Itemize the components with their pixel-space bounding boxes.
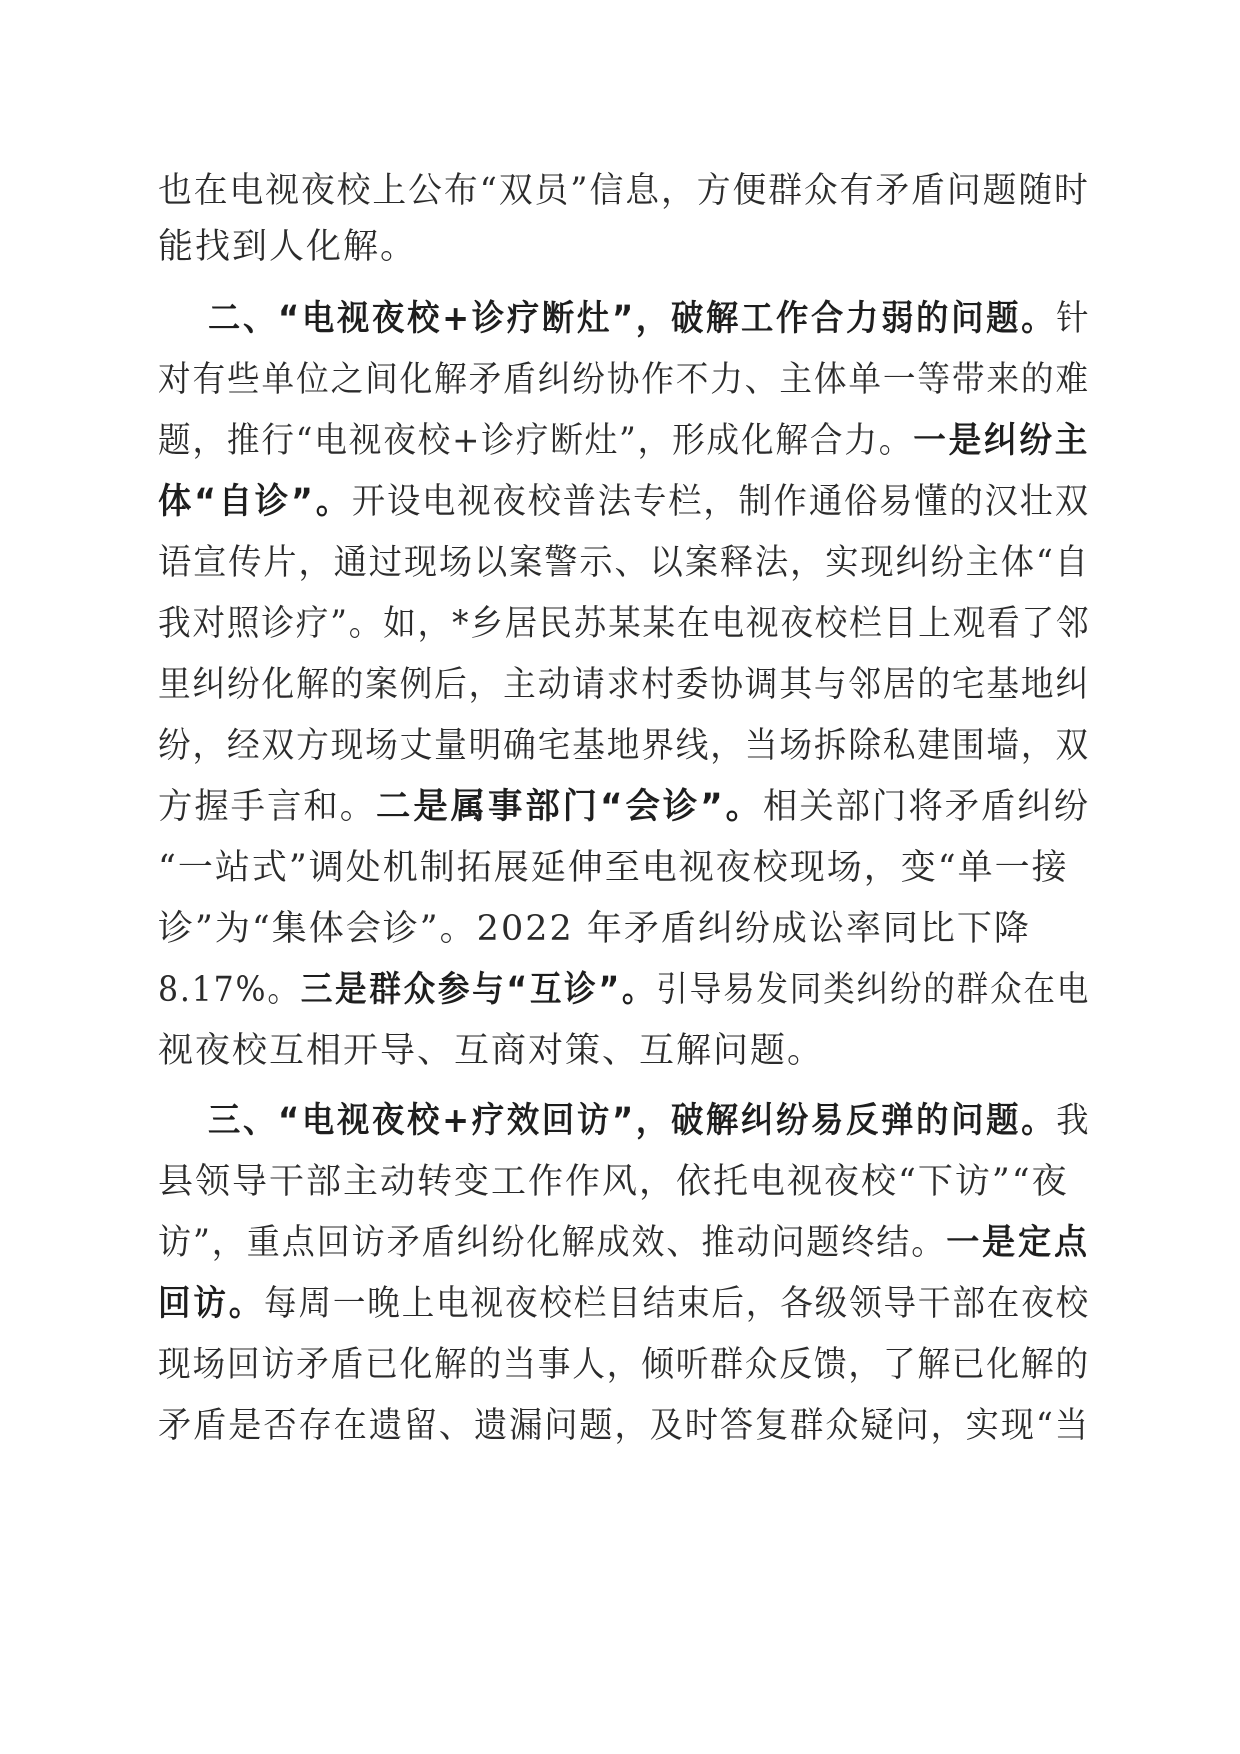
text-line (158, 1284, 1090, 1324)
text-segment: 诊”为“集体会诊”。2022 年矛盾纠纷成讼率同比下降 (158, 909, 1031, 949)
text-segment: 也在电视夜校上公布“双员”信息，方便群众有矛盾问题随时 (158, 171, 1090, 211)
text-segment: “一站式”调处机制拓展延伸至电视夜校现场，变“单一接 (158, 848, 1069, 888)
text-line (158, 787, 1090, 827)
text-line (158, 848, 1069, 888)
text-segment: 开设电视夜校普法专栏，制作通俗易懂的汉壮双 (351, 482, 1091, 522)
text-segment: 县领导干部主动转变工作作风，依托电视夜校“下访”“夜 (158, 1162, 1069, 1202)
text-segment: 矛盾是否存在遗留、遗漏问题，及时答复群众疑问，实现“当 (158, 1406, 1090, 1446)
text-segment: 能找到人化解。 (158, 227, 418, 267)
section-heading-line (208, 299, 1090, 339)
text-segment: 方握手言和。 (158, 787, 377, 827)
text-segment: 每周一晚上电视夜校栏目结束后，各级领导干部在夜校 (264, 1284, 1090, 1324)
section-heading: 二、“电视夜校+诊疗断灶”，破解工作合力弱的问题。 (208, 299, 1057, 339)
text-segment: 引导易发同类纠纷的群众在电 (656, 970, 1091, 1010)
section-heading-line (208, 1101, 1090, 1141)
text-line (158, 171, 1090, 211)
text-segment: 里纠纷化解的案例后，主动请求村委协调其与邻居的宅基地纠 (158, 665, 1090, 705)
text-line (158, 1223, 1090, 1263)
text-line (158, 360, 1090, 400)
text-segment: 现场回访矛盾已化解的当事人，倾听群众反馈，了解已化解的 (158, 1345, 1090, 1385)
bold-phrase: 一是定点 (946, 1223, 1090, 1263)
text-segment: 我 (1056, 1101, 1091, 1141)
bold-phrase: 三是群众参与“互诊”。 (300, 970, 657, 1010)
bold-phrase: 二是属事部门“会诊”。 (376, 787, 764, 827)
bold-phrase: 体“自诊”。 (158, 482, 352, 522)
text-segment: 题，推行“电视夜校+诊疗断灶”，形成化解合力。 (158, 421, 914, 461)
text-line (158, 726, 1090, 766)
text-line (158, 227, 417, 267)
text-line (158, 909, 1031, 949)
text-segment: 相关部门将矛盾纠纷 (763, 787, 1091, 827)
text-line (158, 970, 1090, 1010)
text-line (158, 665, 1090, 705)
text-segment: 语宣传片，通过现场以案警示、以案释法，实现纠纷主体“自 (158, 543, 1090, 583)
text-segment: 视夜校互相开导、互商对策、互解问题。 (158, 1031, 825, 1071)
section-heading: 三、“电视夜校+疗效回访”，破解纠纷易反弹的问题。 (208, 1101, 1057, 1141)
text-line (158, 543, 1090, 583)
text-line (158, 1406, 1090, 1446)
text-segment: 8.17%。 (158, 970, 301, 1010)
bold-phrase: 回访。 (158, 1284, 265, 1324)
text-line (158, 1031, 824, 1071)
text-segment: 针 (1056, 299, 1091, 339)
text-segment: 纷，经双方现场丈量明确宅基地界线，当场拆除私建围墙，双 (158, 726, 1090, 766)
text-line (158, 421, 1090, 461)
bold-phrase: 一是纠纷主 (913, 421, 1091, 461)
text-segment: 访”，重点回访矛盾纠纷化解成效、推动问题终结。 (158, 1223, 947, 1263)
text-segment: 对有些单位之间化解矛盾纠纷协作不力、主体单一等带来的难 (158, 360, 1090, 400)
text-line (158, 482, 1090, 522)
text-line (158, 1345, 1090, 1385)
text-line (158, 604, 1090, 644)
text-segment: 我对照诊疗”。如，*乡居民苏某某在电视夜校栏目上观看了邻 (158, 604, 1091, 644)
text-line (158, 1162, 1069, 1202)
